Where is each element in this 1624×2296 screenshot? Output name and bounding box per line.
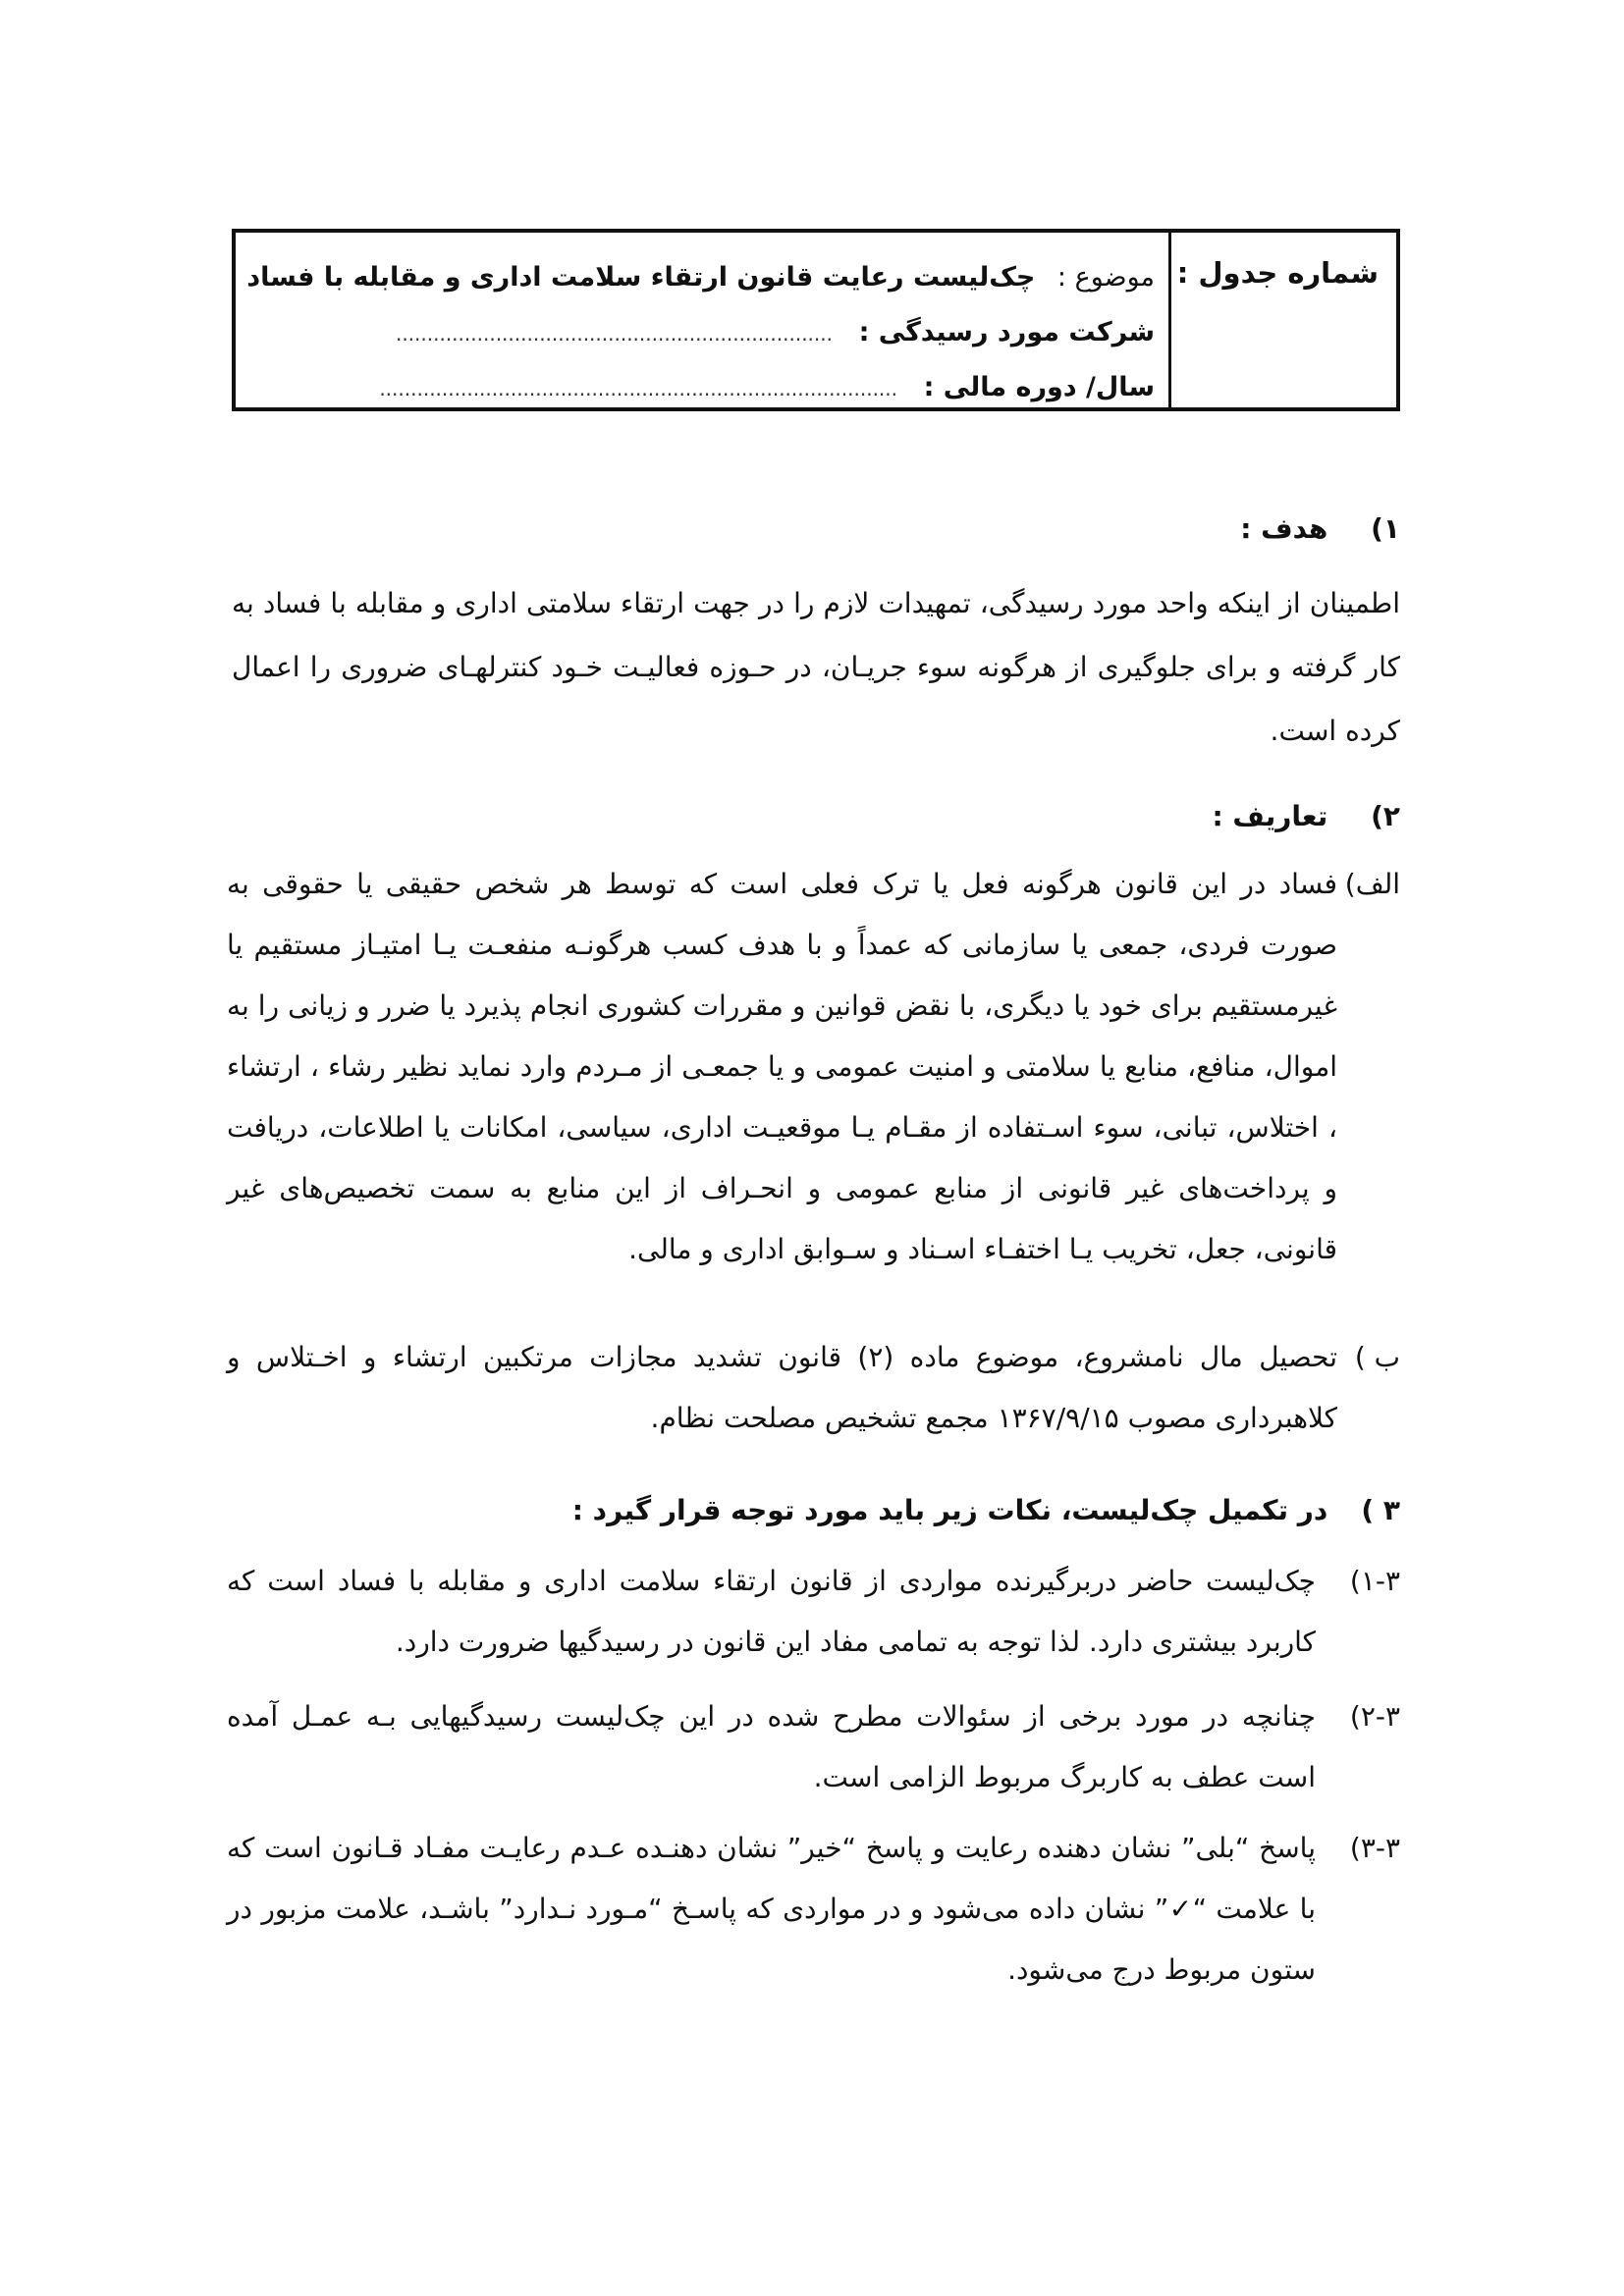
definition-marker: الف) bbox=[1344, 868, 1400, 900]
subject-value: چک‌لیست رعایت قانون ارتقاء سلامت اداری و مقابله با فساد bbox=[246, 262, 1036, 293]
header-table bbox=[232, 229, 1400, 411]
section-1-text: اطمینان از اینکه واحد مورد رسیدگی، تمهیدات لازم را در جهت ارتقاء سلامتی اداری و مقابله با فساد به کار گرفته و برای جلوگیری از هرگونه سوء جریـان، در حـوزه فعالیـت خـود کنترلهـای ضروری را اعمال کرده است. bbox=[232, 587, 1400, 747]
table-number-cell bbox=[1168, 233, 1396, 407]
table-number-label: شماره جدول : bbox=[1176, 256, 1379, 290]
section-1-heading bbox=[1240, 512, 1400, 545]
subject-label: موضوع : bbox=[1056, 262, 1155, 293]
note-marker: ۲-۳) bbox=[1349, 1700, 1400, 1733]
period-row bbox=[236, 360, 1155, 415]
section-1-title: هدف : bbox=[1240, 512, 1328, 545]
section-2-number: ۲) bbox=[1371, 800, 1400, 832]
section-1-number: ۱) bbox=[1371, 512, 1400, 545]
definition-text: تحصیل مال نامشروع، موضوع ماده (۲) قانون تشدید مجازات مرتکبین ارتشاء و اخـتلاس و کلاهبرداری مصوب ۱۳۶۷/۹/۱۵ مجمع تشخیص مصلحت نظام. bbox=[227, 1341, 1337, 1434]
definition-marker: ب ) bbox=[1354, 1341, 1400, 1373]
subject-row bbox=[236, 250, 1155, 305]
period-field-dots: ................................................................................... bbox=[379, 377, 897, 400]
definition-item bbox=[227, 854, 1400, 1280]
note-marker: ۱-۳) bbox=[1349, 1565, 1400, 1597]
note-item bbox=[227, 1551, 1400, 1673]
section-3-title: در تکمیل چک‌لیست، نکات زیر باید مورد توجه قرار گیرد : bbox=[571, 1494, 1328, 1526]
note-marker: ۳-۳) bbox=[1349, 1832, 1400, 1864]
company-label: شرکت مورد رسیدگی : bbox=[858, 317, 1155, 347]
definition-item bbox=[227, 1327, 1400, 1449]
period-label: سال/ دوره مالی : bbox=[923, 372, 1155, 402]
section-2-title: تعاریف : bbox=[1212, 800, 1328, 832]
company-row bbox=[236, 305, 1155, 360]
note-text: پاسخ “بلی” نشان دهنده رعایت و پاسخ “خیر” نشان دهنـده عـدم رعایـت مفـاد قـانون است که با علامت “✓” نشان داده می‌شود و در مواردی که پاسـخ “مـورد نـدارد” باشـد، علامت مزبور در ستون مربوط درج می‌شود. bbox=[227, 1832, 1316, 1986]
note-item bbox=[227, 1818, 1400, 2001]
definition-text: فساد در این قانون هرگونه فعل یا ترک فعلی است که توسط هر شخص حقیقی یا حقوقی به صورت فردی، جمعی یا سازمانی که عمداً و با هدف کسب هرگونـه منفعـت یـا امتیـاز مستقیم یا غیرمستقیم برای خود یا دیگری، با نقض قوانین و مقررات کشوری انجام پذیرد یا ضرر و زیانی را به اموال، منافع، منابع یا سلامتی و امنیت عمومی و یا جمعـی از مـردم وارد نماید نظیر رشاء ، ارتشاء ، اختلاس، تبانی، سوء اسـتفاده از مقـام یـا موقعیـت اداری، سیاسی، امکانات یا اطلاعات، دریافت و پرداخت‌های غیر قانونی از منابع عمومی و انحـراف از این منابع به سمت تخصیص‌های غیر قانونی، جعل، تخریب یـا اختفـاء اسـناد و سـوابق اداری و مالی. bbox=[227, 868, 1337, 1265]
section-3-heading bbox=[572, 1494, 1400, 1526]
note-text: چک‌لیست حاضر دربرگیرنده مواردی از قانون ارتقاء سلامت اداری و مقابله با فساد است که کاربرد بیشتری دارد. لذا توجه به تمامی مفاد این قانون در رسیدگیها ضرورت دارد. bbox=[227, 1565, 1316, 1658]
header-info-cell bbox=[236, 233, 1168, 407]
company-field-dots: ...................................................................... bbox=[395, 322, 833, 346]
section-2-heading bbox=[1212, 800, 1400, 832]
note-text: چنانچه در مورد برخی از سئوالات مطرح شده در این چک‌لیست رسیدگیهایی بـه عمـل آمده است عطف به کاربرگ مربوط الزامی است. bbox=[227, 1700, 1316, 1793]
note-item bbox=[227, 1686, 1400, 1808]
section-3-number: ۳ ) bbox=[1361, 1494, 1400, 1526]
